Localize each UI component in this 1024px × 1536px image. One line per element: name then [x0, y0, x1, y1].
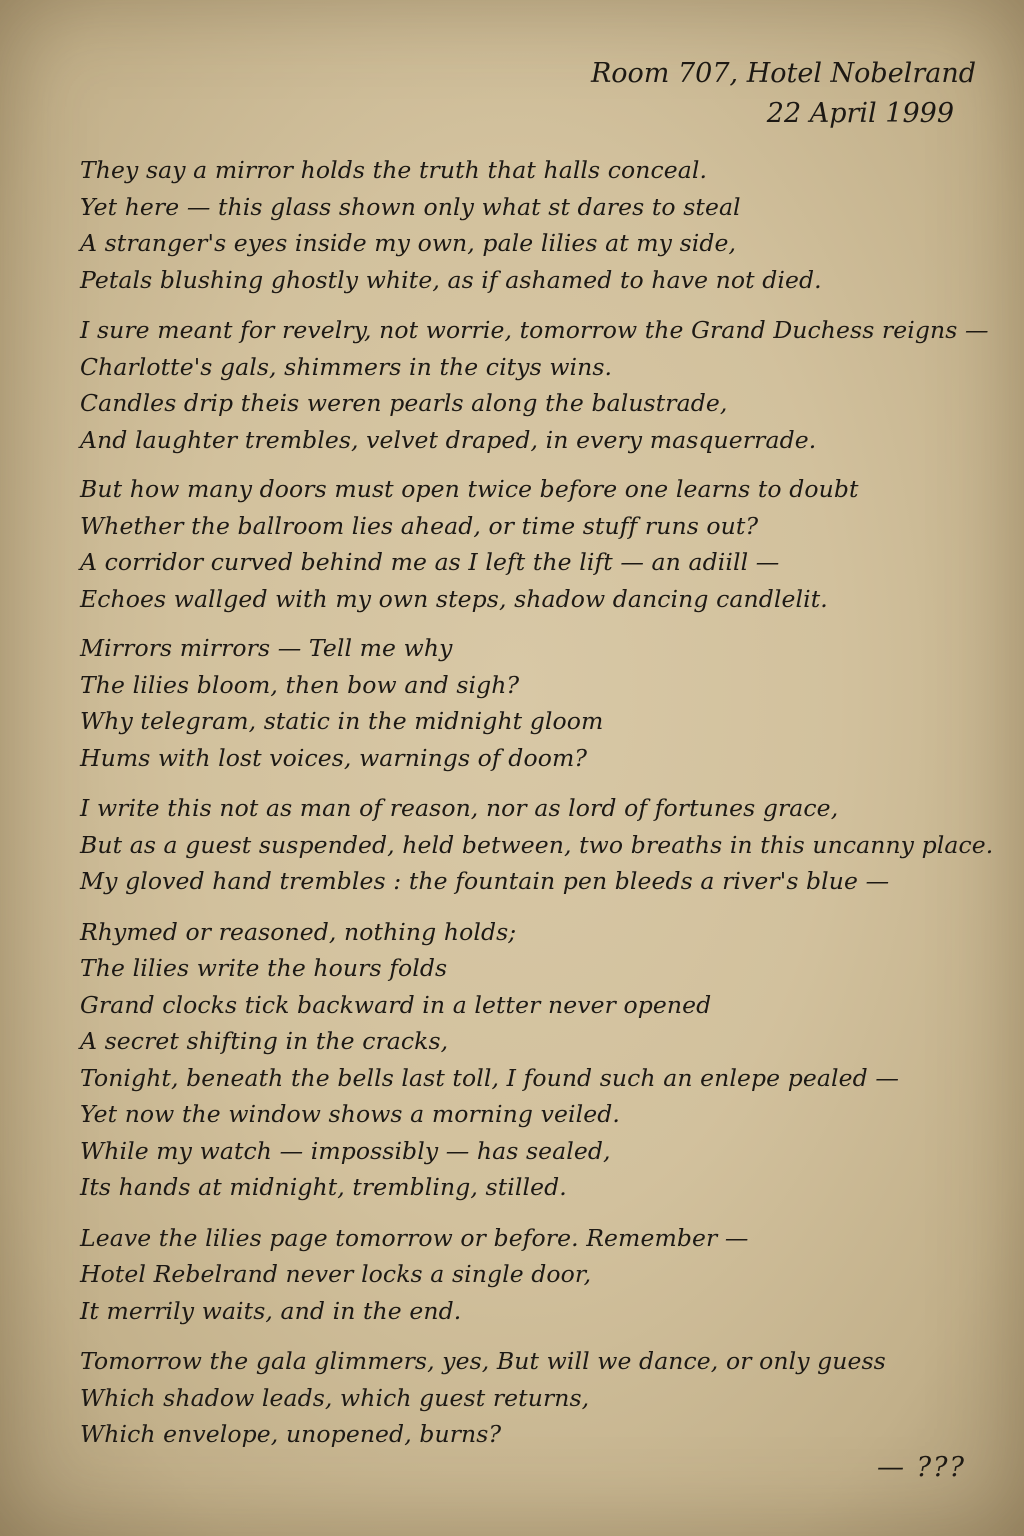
poem-line: Yet here — this glass shown only what st dares to steal	[80, 192, 741, 221]
poem-line: They say a mirror holds the truth that halls conceal.	[80, 156, 708, 184]
letter-header	[591, 54, 976, 134]
poem-line: I write this not as man of reason, nor as lord of fortunes grace,	[80, 794, 839, 822]
poem-line: Charlotte's gals, shimmers in the citys wins.	[80, 352, 613, 381]
poem-line: Why telegram, static in the midnight gloom	[80, 707, 604, 735]
stanza-2	[80, 312, 1000, 458]
poem-line: It merrily waits, and in the end.	[80, 1296, 462, 1325]
header-location: Room 707, Hotel Nobelrand	[590, 58, 976, 89]
poem-line: Petals blushing ghostly white, as if ashamed to have not died.	[80, 265, 822, 294]
poem-line: Hums with lost voices, warnings of doom?	[80, 743, 588, 772]
poem-line: A stranger's eyes inside my own, pale lilies at my side,	[80, 229, 737, 257]
poem-line: I sure meant for revelry, not worrie, tomorrow the Grand Duchess reigns —	[80, 316, 989, 344]
poem-line: Its hands at midnight, trembling, stilled.	[80, 1173, 567, 1201]
poem-line: My gloved hand trembles : the fountain pen bleeds a river's blue —	[80, 867, 890, 895]
stanza-8	[80, 1343, 1000, 1453]
stanza-7	[80, 1220, 1000, 1330]
poem-line: Whether the ballroom lies ahead, or time stuff runs out?	[80, 511, 759, 540]
poem-line: Which envelope, unopened, burns?	[80, 1420, 502, 1448]
poem-line: A secret shifting in the cracks,	[80, 1027, 449, 1055]
poem-line: Tomorrow the gala glimmers, yes, But will we dance, or only guess	[80, 1347, 886, 1375]
poem-line: Tonight, beneath the bells last toll, I found such an enlepe pealed —	[80, 1063, 899, 1092]
poem-body	[80, 152, 1000, 1453]
stanza-4	[80, 630, 1000, 776]
stanza-6	[80, 914, 1000, 1206]
signature: — ???	[876, 1452, 966, 1483]
poem-line: Hotel Rebelrand never locks a single door,	[80, 1260, 592, 1288]
poem-line: Grand clocks tick backward in a letter never opened	[80, 990, 712, 1019]
poem-line: Yet now the window shows a morning veiled.	[80, 1100, 620, 1128]
poem-line: But how many doors must open twice before one learns to doubt	[80, 475, 859, 503]
poem-line: A corridor curved behind me as I left the lift — an adiill —	[80, 548, 780, 576]
poem-line: The lilies write the hours folds	[80, 954, 448, 982]
poem-line: Which shadow leads, which guest returns,	[80, 1383, 590, 1412]
poem-line: But as a guest suspended, held between, two breaths in this uncanny place.	[80, 830, 994, 859]
stanza-3	[80, 471, 1000, 617]
poem-line: Leave the lilies page tomorrow or before. Remember —	[80, 1223, 749, 1252]
poem-line: Mirrors mirrors — Tell me why	[80, 634, 453, 662]
poem-line: Rhymed or reasoned, nothing holds;	[80, 917, 517, 946]
header-date: 22 April 1999	[766, 98, 954, 129]
poem-line: Echoes wallged with my own steps, shadow dancing candlelit.	[80, 584, 828, 613]
poem-line: While my watch — impossibly — has sealed,	[80, 1136, 611, 1165]
stanza-1	[80, 152, 1000, 298]
poem-line: The lilies bloom, then bow and sigh?	[80, 670, 520, 699]
stanza-5	[80, 790, 1000, 900]
poem-line: And laughter trembles, velvet draped, in every masquerrade.	[80, 425, 817, 454]
poem-line: Candles drip theis weren pearls along the balustrade,	[80, 389, 728, 417]
